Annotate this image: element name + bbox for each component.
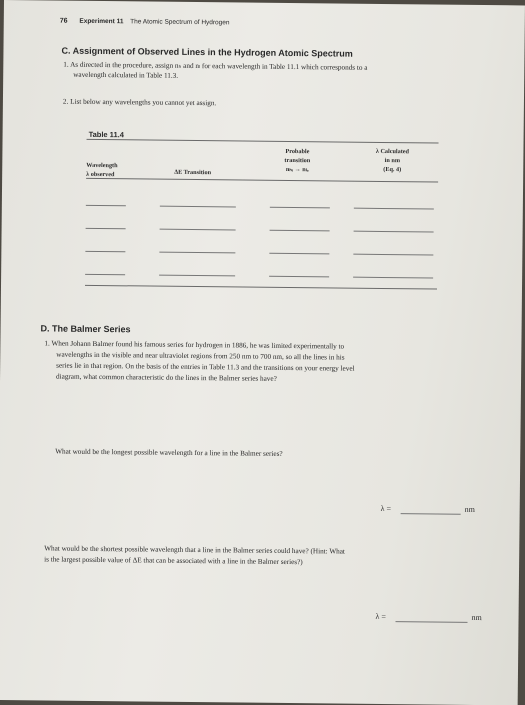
table-title: Table 11.4 xyxy=(88,129,124,140)
blank-cell[interactable] xyxy=(269,253,329,255)
blank-cell[interactable] xyxy=(270,207,330,209)
question-longest-wavelength: What would be the longest possible wavelength for a line in the Balmer series? xyxy=(55,447,283,458)
col-header-delta-e: ΔE Transition xyxy=(174,168,212,177)
section-d-heading: D. The Balmer Series xyxy=(40,323,131,335)
section-d-q1-line2: wavelengths in the visible and near ultraviolet regions from 250 nm to 700 nm, so all the lines in his xyxy=(56,350,345,362)
table-blank-rows xyxy=(4,0,525,5)
blank-cell[interactable] xyxy=(159,275,235,277)
blank-cell[interactable] xyxy=(353,254,433,256)
section-c-q2: 2. List below any wavelengths you cannot yet assign. xyxy=(62,97,217,108)
blank-cell[interactable] xyxy=(85,274,125,275)
section-d-q1-line1: 1. When Johann Balmer found his famous series for hydrogen in 1886, he was limited experimentally to xyxy=(44,339,345,351)
table-bottom-rule xyxy=(85,285,437,290)
col-header-wavelength: Wavelength λ observed xyxy=(86,161,118,179)
question-shortest-line1: What would be the shortest possible wavelength that a line in the Balmer series could have? (Hint: What xyxy=(44,544,345,556)
answer2-lambda-label: λ = xyxy=(375,611,387,622)
blank-cell[interactable] xyxy=(353,277,433,279)
section-c-heading: C. Assignment of Observed Lines in the Hydrogen Atomic Spectrum xyxy=(61,45,353,59)
blank-cell[interactable] xyxy=(160,229,236,231)
section-d-q1-line4: diagram, what common characteristic do the lines in the Balmer series have? xyxy=(56,372,277,383)
question-shortest-line2: is the largest possible value of ΔE that can be associated with a line in the Balmer series?) xyxy=(44,555,303,567)
blank-cell[interactable] xyxy=(85,251,125,252)
blank-cell[interactable] xyxy=(86,228,126,229)
answer2-unit: nm xyxy=(471,612,482,623)
col-header-probable-transition: Probable transition nₕᵢ → nₗₒ xyxy=(284,147,311,174)
running-header xyxy=(60,18,230,27)
experiment-label: Experiment 11 xyxy=(79,17,124,26)
section-d-q1-line3: series lie in that region. On the basis of the entries in Table 11.3 and the transitions on your energy level xyxy=(56,361,355,373)
answer2-blank[interactable] xyxy=(396,621,468,623)
blank-cell[interactable] xyxy=(354,231,434,233)
section-c-q1-line2: wavelength calculated in Table 11.3. xyxy=(73,70,179,80)
experiment-title: The Atomic Spectrum of Hydrogen xyxy=(130,18,230,27)
answer1-blank[interactable] xyxy=(401,513,461,515)
blank-cell[interactable] xyxy=(354,208,434,210)
table-top-rule xyxy=(87,139,439,144)
answer1-lambda-label: λ = xyxy=(380,503,392,514)
answer1-unit: nm xyxy=(464,504,475,514)
table-header-rule xyxy=(86,178,438,183)
blank-cell[interactable] xyxy=(269,276,329,278)
section-c-q1-line1: 1. As directed in the procedure, assign nₕ and nₗ for each wavelength in Table 11.1 which corresponds to a xyxy=(63,60,368,72)
page-number: 76 xyxy=(59,17,68,25)
col-header-lambda-calculated: λ Calculated in nm (Eq. 4) xyxy=(375,147,410,174)
blank-cell[interactable] xyxy=(270,230,330,232)
blank-cell[interactable] xyxy=(159,252,235,254)
blank-cell[interactable] xyxy=(160,206,236,208)
blank-cell[interactable] xyxy=(86,205,126,206)
